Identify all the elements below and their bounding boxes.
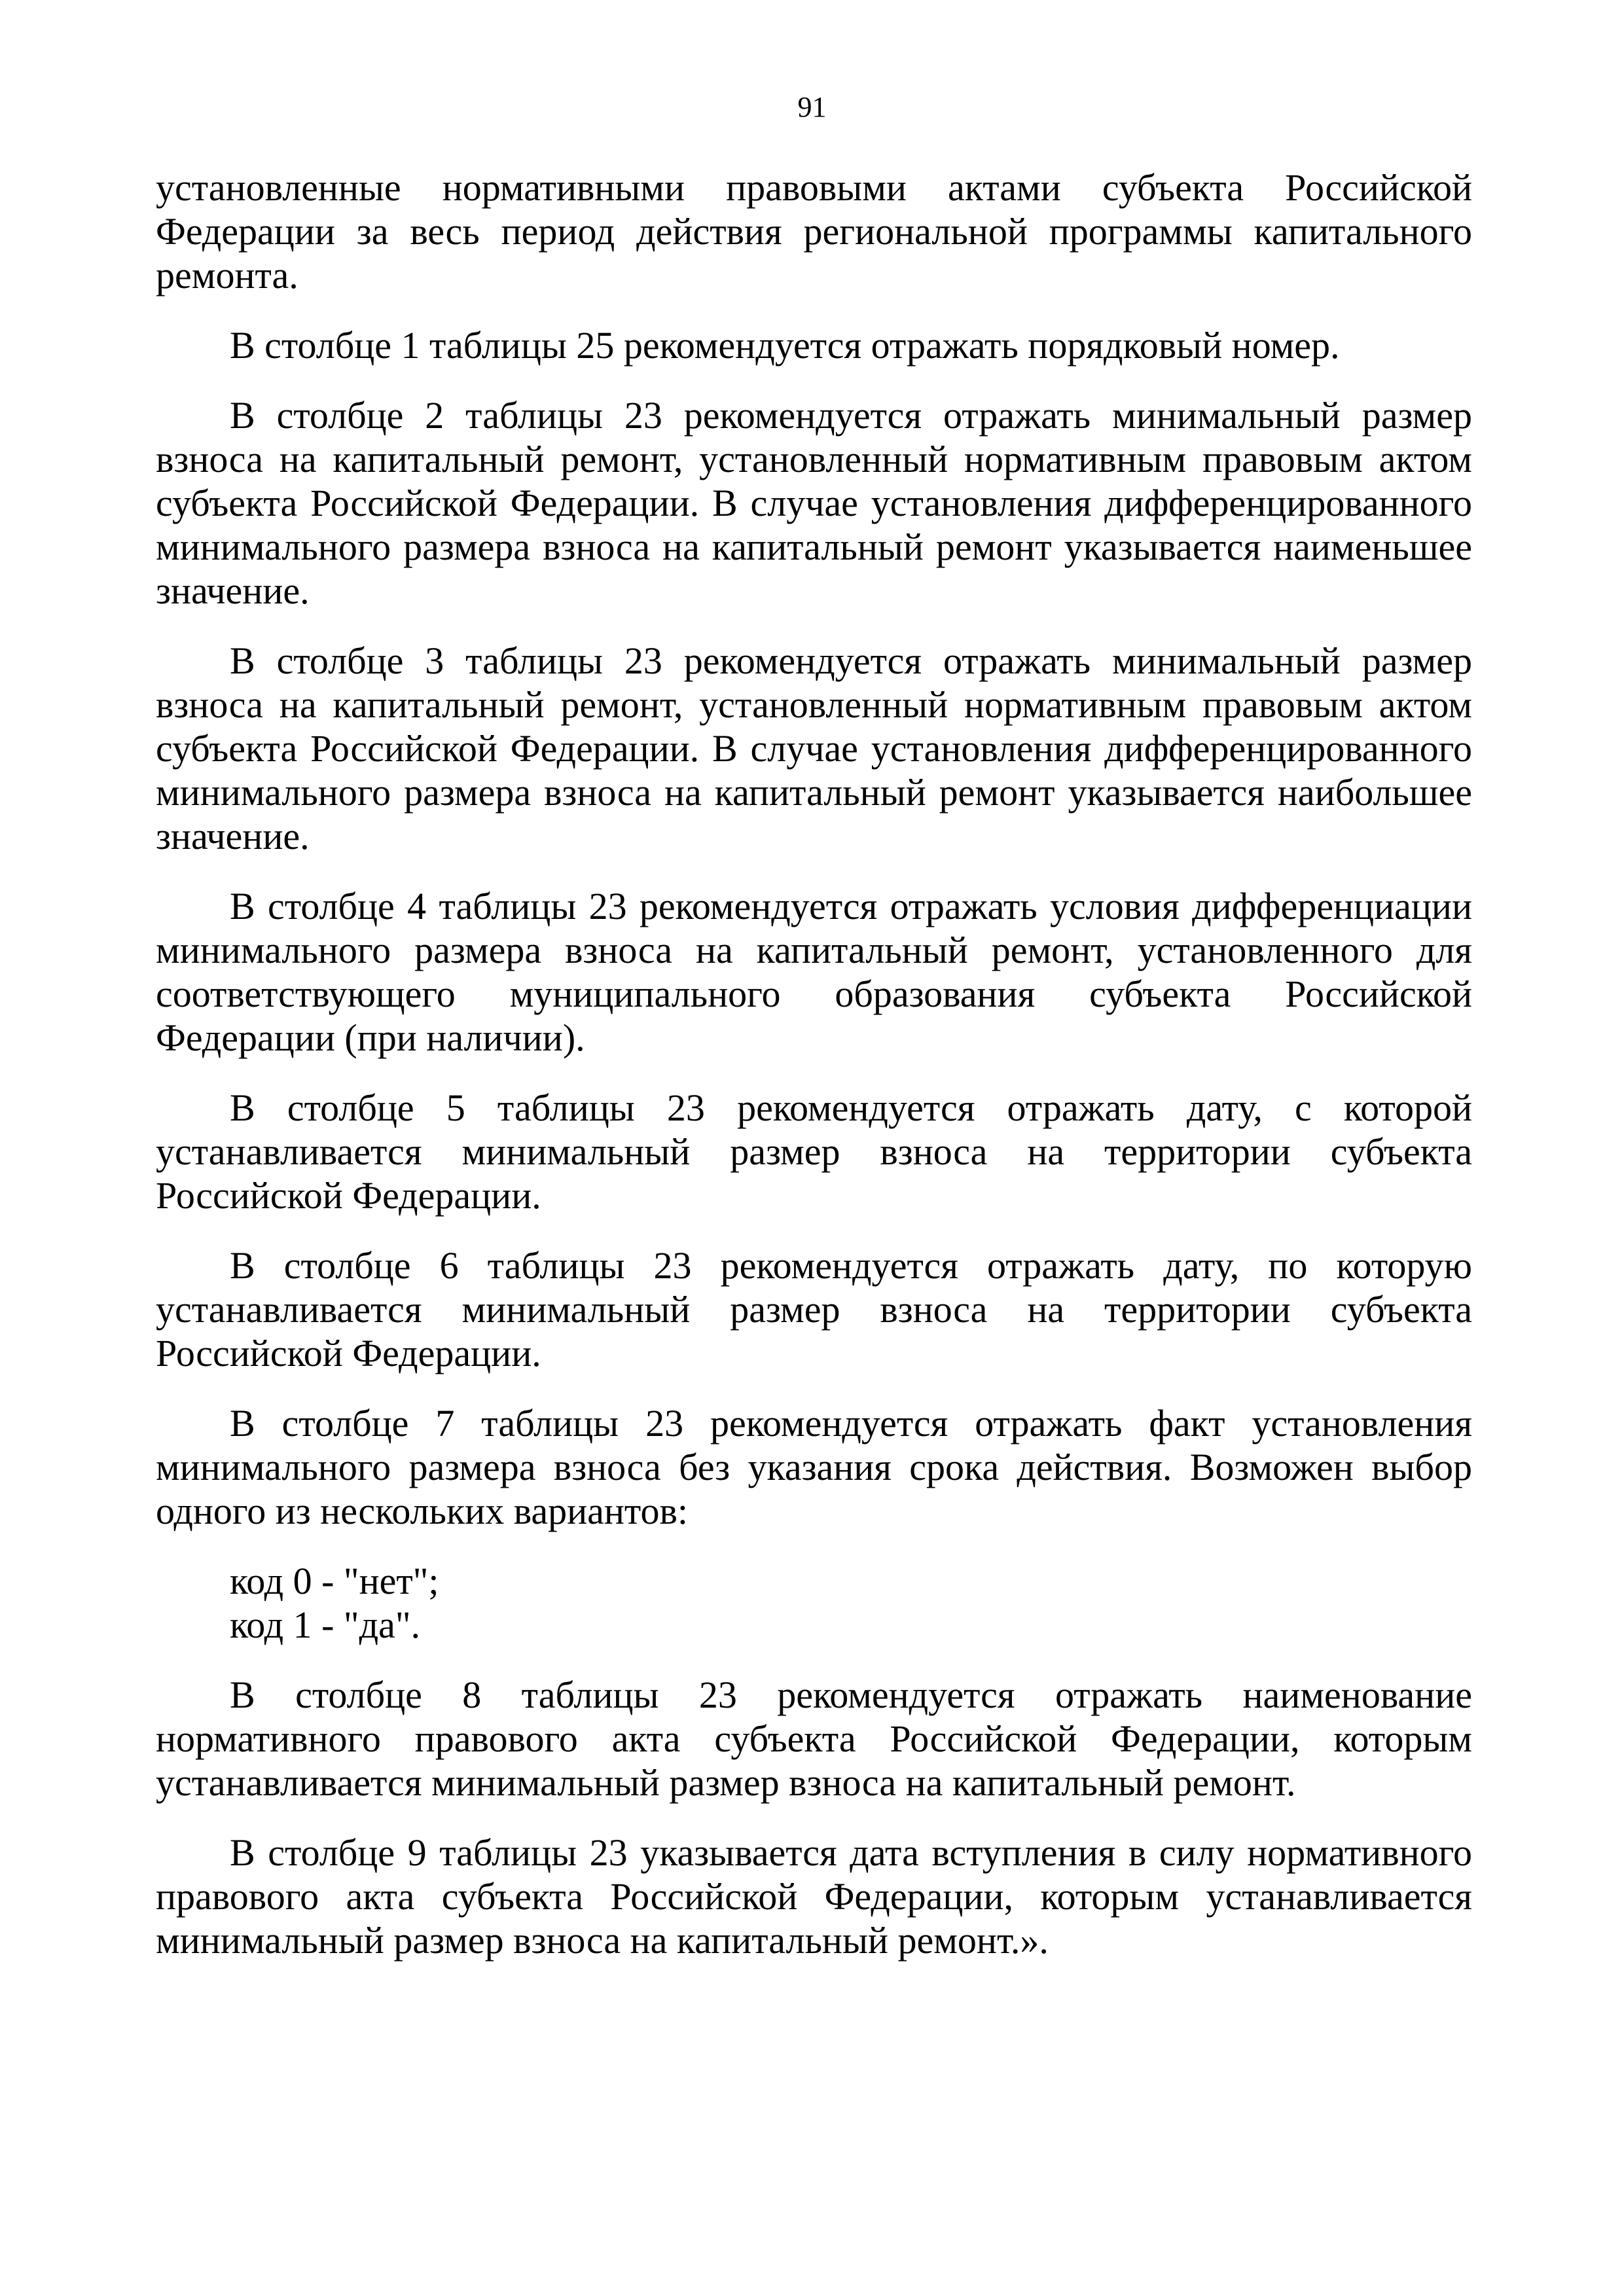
code-item-yes: код 1 - "да". [230, 1604, 420, 1646]
document-body [156, 166, 1472, 1988]
paragraph-column-9: В столбце 9 таблицы 23 указывается дата вступления в силу нормативного правового акта субъекта Российской Федерации, которым устанавливается минимальный размер взноса на капитальный ремонт.». [156, 1831, 1472, 1962]
paragraph-column-5: В столбце 5 таблицы 23 рекомендуется отражать дату, с которой устанавливается минимальный размер взноса на территории субъекта Российской Федерации. [156, 1086, 1472, 1217]
paragraph-column-6: В столбце 6 таблицы 23 рекомендуется отражать дату, по которую устанавливается минимальный размер взноса на территории субъекта Российской Федерации. [156, 1244, 1472, 1374]
paragraph-column-4: В столбце 4 таблицы 23 рекомендуется отражать условия дифференциации минимального размера взноса на капитальный ремонт, установленного для соответствующего муниципального образования субъекта Российской Федерации (при наличии). [156, 885, 1472, 1059]
paragraph-column-2: В столбце 2 таблицы 23 рекомендуется отражать минимальный размер взноса на капитальный ремонт, установленный нормативным правовым актом субъекта Российской Федерации. В случае установления дифференцированного минимального размера взноса на капитальный ремонт указывается наименьшее значение. [156, 394, 1472, 612]
code-list [156, 1559, 1472, 1647]
paragraph-column-8: В столбце 8 таблицы 23 рекомендуется отражать наименование нормативного правового акта субъекта Российской Федерации, которым устанавливается минимальный размер взноса на капитальный ремонт. [156, 1674, 1472, 1804]
code-item-no: код 0 - "нет"; [230, 1560, 439, 1602]
paragraph-column-7: В столбце 7 таблицы 23 рекомендуется отражать факт установления минимального размера взноса без указания срока действия. Возможен выбор одного из нескольких вариантов: [156, 1402, 1472, 1532]
paragraph-continuation: установленные нормативными правовыми актами субъекта Российской Федерации за весь период действия региональной программы капитального ремонта. [156, 166, 1472, 296]
page-number: 91 [797, 91, 827, 123]
paragraph-column-3: В столбце 3 таблицы 23 рекомендуется отражать минимальный размер взноса на капитальный ремонт, установленный нормативным правовым актом субъекта Российской Федерации. В случае установления дифференцированного минимального размера взноса на капитальный ремонт указывается наибольшее значение. [156, 639, 1472, 857]
paragraph-column-1: В столбце 1 таблицы 25 рекомендуется отражать порядковый номер. [230, 324, 1340, 367]
